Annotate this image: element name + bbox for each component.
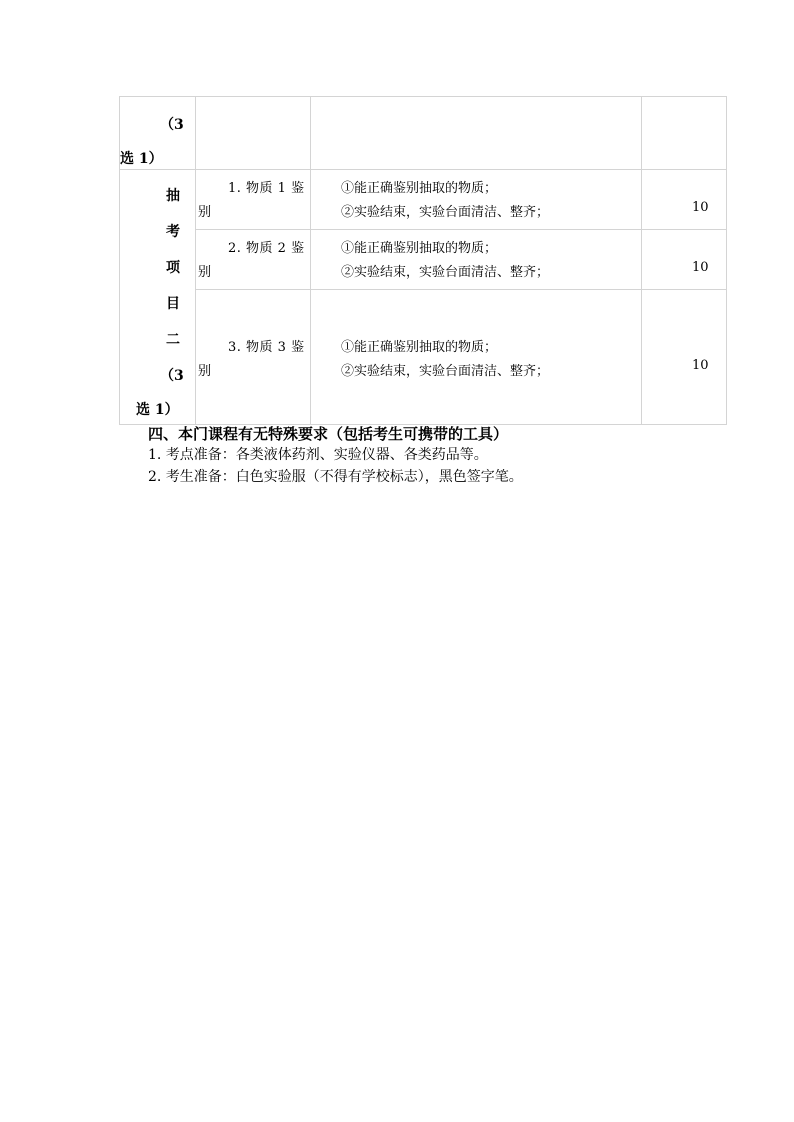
score-cell <box>642 290 727 425</box>
item-name: 2. 物质 2 鉴 <box>228 241 305 256</box>
requirement-text: ①能正确鉴别抽取的物质； <box>341 340 498 355</box>
requirement-item: 2. 考生准备：白色实验服（不得有学校标志），黑色签字笔。 <box>148 469 523 485</box>
item-cell <box>196 290 311 425</box>
item-cell <box>196 230 311 290</box>
item-name: 别 <box>198 205 212 220</box>
item-cell <box>196 97 311 170</box>
table-row <box>120 170 727 230</box>
score-value: 10 <box>692 358 709 373</box>
table-row <box>120 97 727 170</box>
group-label-cell <box>120 170 196 425</box>
requirement-item: 1. 考点准备：各类液体药剂、实验仪器、各类药品等。 <box>148 447 488 463</box>
group-label-char: 项 <box>166 260 180 276</box>
group-label-line: （3 <box>160 117 184 133</box>
requirement-text: ②实验结束，实验台面清洁、整齐； <box>341 205 550 220</box>
item-name: 3. 物质 3 鉴 <box>228 340 305 355</box>
requirement-text: ①能正确鉴别抽取的物质； <box>341 181 498 196</box>
score-cell <box>642 170 727 230</box>
score-value: 10 <box>692 260 709 275</box>
score-cell <box>642 97 727 170</box>
requirement-text: ②实验结束，实验台面清洁、整齐； <box>341 364 550 379</box>
item-name: 别 <box>198 265 212 280</box>
group-label-char: （3 <box>160 368 184 384</box>
requirement-cell <box>311 290 642 425</box>
requirement-cell <box>311 170 642 230</box>
group-label-cell <box>120 97 196 170</box>
section-heading: 四、本门课程有无特殊要求（包括考生可携带的工具） <box>148 425 509 443</box>
score-value: 10 <box>692 200 709 215</box>
requirement-text: ②实验结束，实验台面清洁、整齐； <box>341 265 550 280</box>
group-label-char: 选 1） <box>136 402 179 418</box>
requirement-cell <box>311 97 642 170</box>
group-label-char: 目 <box>166 296 180 312</box>
group-label-line: 选 1） <box>120 151 163 167</box>
item-name: 1. 物质 1 鉴 <box>228 181 305 196</box>
group-label-char: 二 <box>166 332 180 348</box>
exam-table <box>119 96 727 425</box>
table-row <box>120 230 727 290</box>
score-cell <box>642 230 727 290</box>
requirement-text: ①能正确鉴别抽取的物质； <box>341 241 498 256</box>
requirement-cell <box>311 230 642 290</box>
group-label-char: 抽 <box>166 188 180 204</box>
item-name: 别 <box>198 364 212 379</box>
item-cell <box>196 170 311 230</box>
table-row <box>120 290 727 425</box>
group-label-char: 考 <box>166 224 180 240</box>
